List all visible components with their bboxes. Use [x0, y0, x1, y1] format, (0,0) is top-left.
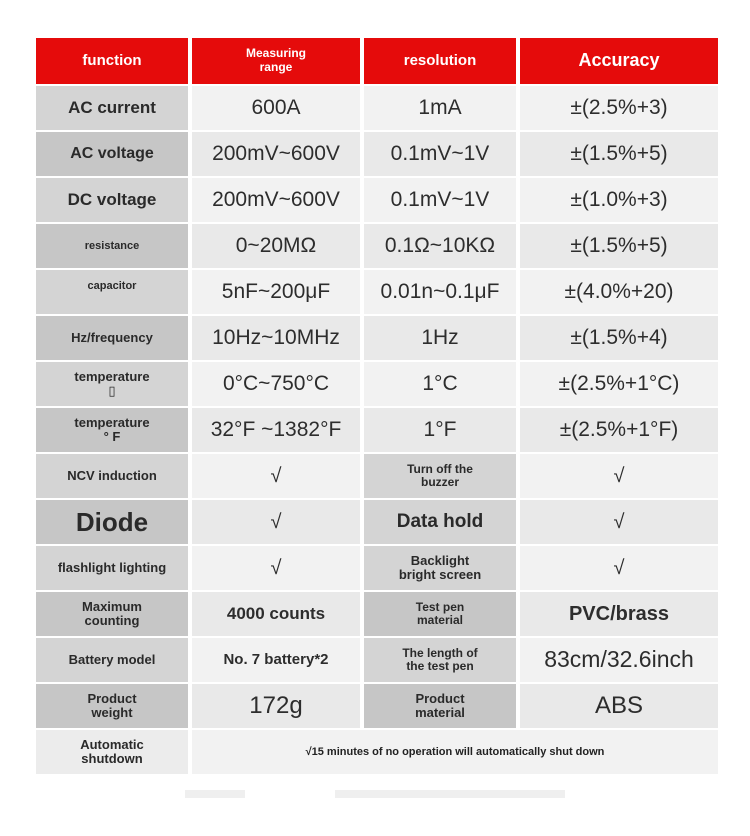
row-label: DC voltage	[36, 178, 188, 222]
row-resolution: 1Hz	[364, 316, 516, 360]
row-range: 600A	[192, 86, 360, 130]
row-label: Battery model	[36, 638, 188, 682]
row-resolution: 1°C	[364, 362, 516, 406]
row-accuracy: ±(2.5%+3)	[520, 86, 718, 130]
row-range: 32°F ~1382°F	[192, 408, 360, 452]
row-resolution: Data hold	[364, 500, 516, 544]
faded-footer-mark	[335, 790, 565, 798]
row-accuracy: ABS	[520, 684, 718, 728]
row-resolution: Test pen material	[364, 592, 516, 636]
row-resolution: Turn off the buzzer	[364, 454, 516, 498]
row-accuracy: ±(2.5%+1°C)	[520, 362, 718, 406]
row-accuracy: ±(2.5%+1°F)	[520, 408, 718, 452]
shutdown-description: √15 minutes of no operation will automatically shut down	[192, 730, 718, 774]
row-label: temperature ▯	[36, 362, 188, 406]
row-accuracy: ±(1.0%+3)	[520, 178, 718, 222]
row-label: Diode	[36, 500, 188, 544]
row-resolution: Backlight bright screen	[364, 546, 516, 590]
faded-footer	[0, 784, 750, 804]
row-label: Product weight	[36, 684, 188, 728]
row-label: temperature ° F	[36, 408, 188, 452]
row-label: AC voltage	[36, 132, 188, 176]
row-resolution: Product material	[364, 684, 516, 728]
row-label: resistance	[36, 224, 188, 268]
row-accuracy: √	[520, 454, 718, 498]
row-resolution: The length of the test pen	[364, 638, 516, 682]
row-range: 10Hz~10MHz	[192, 316, 360, 360]
row-range: 0°C~750°C	[192, 362, 360, 406]
header-range: Measuring range	[192, 38, 360, 84]
row-resolution: 1mA	[364, 86, 516, 130]
row-range: 200mV~600V	[192, 178, 360, 222]
faded-footer-mark	[185, 790, 245, 798]
row-range: 200mV~600V	[192, 132, 360, 176]
row-range: √	[192, 546, 360, 590]
row-accuracy: PVC/brass	[520, 592, 718, 636]
row-range: 172g	[192, 684, 360, 728]
row-label: capacitor	[36, 270, 188, 314]
row-accuracy: ±(4.0%+20)	[520, 270, 718, 314]
row-label: Maximum counting	[36, 592, 188, 636]
header-function: function	[36, 38, 188, 84]
row-accuracy: ±(1.5%+5)	[520, 132, 718, 176]
row-resolution: 0.1Ω~10KΩ	[364, 224, 516, 268]
header-accuracy: Accuracy	[520, 38, 718, 84]
header-resolution: resolution	[364, 38, 516, 84]
row-resolution: 0.1mV~1V	[364, 132, 516, 176]
row-range: No. 7 battery*2	[192, 638, 360, 682]
row-accuracy: 83cm/32.6inch	[520, 638, 718, 682]
row-range: 5nF~200μF	[192, 270, 360, 314]
row-range: 4000 counts	[192, 592, 360, 636]
row-resolution: 1°F	[364, 408, 516, 452]
row-accuracy: ±(1.5%+5)	[520, 224, 718, 268]
row-label: NCV induction	[36, 454, 188, 498]
row-accuracy: √	[520, 500, 718, 544]
row-resolution: 0.1mV~1V	[364, 178, 516, 222]
row-range: √	[192, 500, 360, 544]
row-label-shutdown: Automatic shutdown	[36, 730, 188, 774]
row-accuracy: ±(1.5%+4)	[520, 316, 718, 360]
spec-table	[36, 38, 714, 774]
row-label: Hz/frequency	[36, 316, 188, 360]
row-range: √	[192, 454, 360, 498]
row-resolution: 0.01n~0.1μF	[364, 270, 516, 314]
row-range: 0~20MΩ	[192, 224, 360, 268]
row-label: flashlight lighting	[36, 546, 188, 590]
row-accuracy: √	[520, 546, 718, 590]
row-label: AC current	[36, 86, 188, 130]
